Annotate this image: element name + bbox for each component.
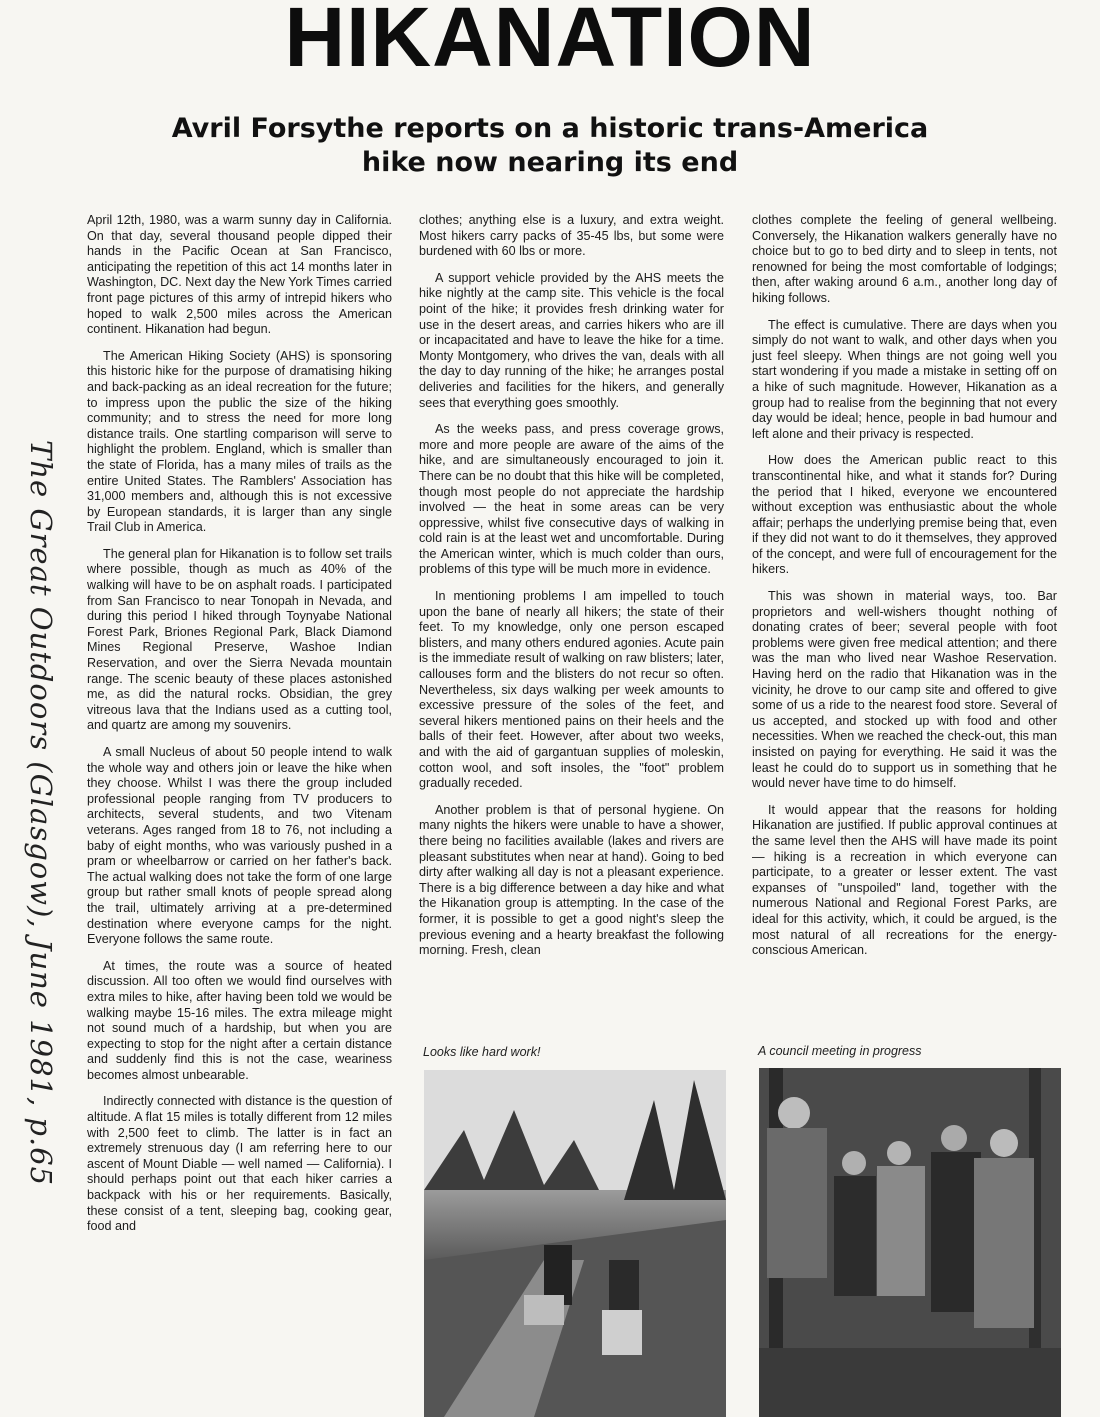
- article-column-2: [419, 213, 724, 970]
- article-column-1: [87, 213, 392, 1246]
- paragraph: At times, the route was a source of heated discussion. All too often we would find ourselves with extra miles to hike, after having been told we would be walking maybe 15-16 miles. The extra mileage might not sound much of a hardship, but when you are expecting to stop for the night after a certain distance and suddenly find this is not the case, weariness becomes almost unbearable.: [87, 958, 392, 1082]
- paragraph: April 12th, 1980, was a warm sunny day in California. On that day, several thousand people dipped their hands in the Pacific Ocean at San Francisco, anticipating the repetition of this act 14 months later in Washington, DC. Next day the New York Times carried front page pictures of this army of intrepid hikers who hoped to walk 2,500 miles across the American continent. Hikanation had begun.: [87, 213, 392, 337]
- paragraph: Indirectly connected with distance is the question of altitude. A flat 15 miles is totally different from 12 miles with 2,500 feet to climb. The latter is in fact an extremely strenuous day (I am referring here to our ascent of Mount Diable — well named — California). I should perhaps point out that each hiker carries a backpack with his or her requirements. Basically, these consist of a tent, sleeping bag, cooking gear, food and: [87, 1094, 392, 1234]
- article-column-3: [752, 213, 1057, 970]
- photo-council-meeting: [759, 1068, 1061, 1417]
- photo-caption-hikers-road: Looks like hard work!: [423, 1045, 541, 1059]
- paragraph: In mentioning problems I am impelled to touch upon the bane of nearly all hikers; the state of their feet. To my knowledge, only one person escaped blisters, and many others endured agonies. Acute pain is the immediate result of walking on raw blisters; later, callouses form and the blisters do not recur so often. Nevertheless, six days walking per week amounts to excessive pressure of the soles of the feet, and several hikers mentioned pains on their heels and the balls of their feet. However, after about two weeks, and with the aid of gargantuan supplies of moleskin, cotton wool, and soft insoles, the "foot" problem gradually receded.: [419, 589, 724, 791]
- paragraph: As the weeks pass, and press coverage grows, more and more people are aware of the aims of the hike, and are simultaneously encouraged to join it. There can be no doubt that this hike will be completed, though most people do not appreciate the hardship involved — the heat in some areas can be very oppressive, whilst five consecutive days of walking in cold rain is at the least wet and uncomfortable. During the American winter, which is much colder than ours, problems of this type will be much more in evidence.: [419, 422, 724, 577]
- article-subheading: Avril Forsythe reports on a historic trans-America hike now nearing its end: [171, 113, 929, 178]
- paragraph: The American Hiking Society (AHS) is sponsoring this historic hike for the purpose of dramatising hiking and back-packing as an ideal recreation for the future; to impress upon the public the size of the hiking community; and to stress the need for more long distance trails. One startling comparison will serve to highlight the problem. England, which is smaller than the state of Florida, has a many miles of trails as the entire United States. The Ramblers' Association has 31,000 members and, although this is not excessive by European standards, it is larger than any single Trail Club in America.: [87, 348, 392, 535]
- paragraph: It would appear that the reasons for holding Hikanation are justified. If public approval continues at the same level then the AHS will have made its point — hiking is a recreation in which everyone can participate, to a greater or lesser extent. The vast expanses of "unspoiled" land, together with the numerous National and Regional Forest Parks, are ideal for this activity, which, it could be argued, is the most natural of all recreations for the energy-conscious American.: [752, 802, 1057, 958]
- paragraph: The effect is cumulative. There are days when you simply do not want to walk, and other days when you just feel sleepy. When things are not going well you start wondering if you made a mistake in setting off on a hike of such magnitude. However, Hikanation as a group had to realise from the beginning that not every day would be ideal; hence, people in bad humour and left alone and their privacy is respected.: [752, 317, 1057, 441]
- paragraph: A small Nucleus of about 50 people intend to walk the whole way and others join or leave the hike when they choose. Whilst I was there the group included professional people ranging from TV producers to architects, several students, and two Vitenam veterans. Ages ranged from 18 to 76, not including a baby of eight months, who was variously pushed in a pram or wheelbarrow or carried on her father's back. The actual walking does not take the form of one large group but rather small knots of people spread along the trail, ultimately arriving at a pre-determined destination where everyone camps for the night. Everyone follows the same route.: [87, 745, 392, 947]
- photo-hikers-on-road: [424, 1070, 726, 1417]
- paragraph: Another problem is that of personal hygiene. On many nights the hikers were unable to have a shower, there being no facilities available (lakes and rivers are pleasant substitutes when near at hand). Going to bed dirty after walking all day is not a pleasant experience. There is a big difference between a day hike and what the Hikanation group is attempting. In the case of the former, it is possible to get a good night's sleep the previous evening and a hearty breakfast the following morning. Fresh, clean: [419, 802, 724, 958]
- paragraph: How does the American public react to this transcontinental hike, and what it stands for? During the period that I hiked, everyone we encountered without exception was enthusiastic about the whole affair; perhaps the underlying premise being that, even if they did not want to do it themselves, they approved of the concept, and were full of encouragement for the hikers.: [752, 453, 1057, 577]
- masthead-title: HIKANATION: [284, 0, 816, 84]
- photo-hikers-illustration: [424, 1070, 726, 1417]
- photo-council-illustration: [759, 1068, 1061, 1417]
- handwritten-citation: The Great Outdoors (Glasgow), June 1981, p.65: [24, 440, 58, 1187]
- paragraph: The general plan for Hikanation is to follow set trails where possible, though as much as 40% of the walking will have to be on asphalt roads. I participated from San Francisco to near Tonopah in Nevada, and during this period I hiked through Toynyabe National Forest Park, Briones Regional Park, Black Diamond Mines Regional Preserve, Washoe Indian Reservation, and over the Sierra Nevada mountain range. The scenic beauty of these places astonished me, as did the natural rocks. Obsidian, the grey vitreous lava that the Indians used as a cutting tool, and quartz are among my souvenirs.: [87, 546, 392, 733]
- paragraph: clothes complete the feeling of general wellbeing. Conversely, the Hikanation walkers generally have no choice but to go to bed dirty and to sleep in tents, not renowned for being the most comfortable of lodgings; then, after waking around 6 a.m., another long day of hiking follows.: [752, 213, 1057, 305]
- paragraph: This was shown in material ways, too. Bar proprietors and well-wishers thought nothing of donating crates of beer; several people with foot problems were given free medical attention; and there was the man who lived near Washoe Reservation. Having herd on the radio that Hikanation was in the vicinity, he drove to our camp site and offered to give some of us a ride to the nearest food store. Several of us accepted, and stocked up with food and other necessities. When we reached the check-out, this man insisted on paying for everything. He said it was the least he could do to support us in something that he would never have time to do himself.: [752, 589, 1057, 791]
- paragraph: A support vehicle provided by the AHS meets the hike nightly at the camp site. This vehicle is the focal point of the hike; it provides fresh drinking water for use in the desert areas, and carries hikers who are ill or incapacitated and have to leave the hike for a time. Monty Montgomery, who drives the van, deals with all the day to day running of the hike; he arranges postal deliveries and facilities for the hikers, and generally sees that everything goes smoothly.: [419, 270, 724, 410]
- paragraph: clothes; anything else is a luxury, and extra weight. Most hikers carry packs of 35-45 lbs, but some were burdened with 60 lbs or more.: [419, 213, 724, 259]
- photo-caption-council-meeting: A council meeting in progress: [758, 1044, 922, 1058]
